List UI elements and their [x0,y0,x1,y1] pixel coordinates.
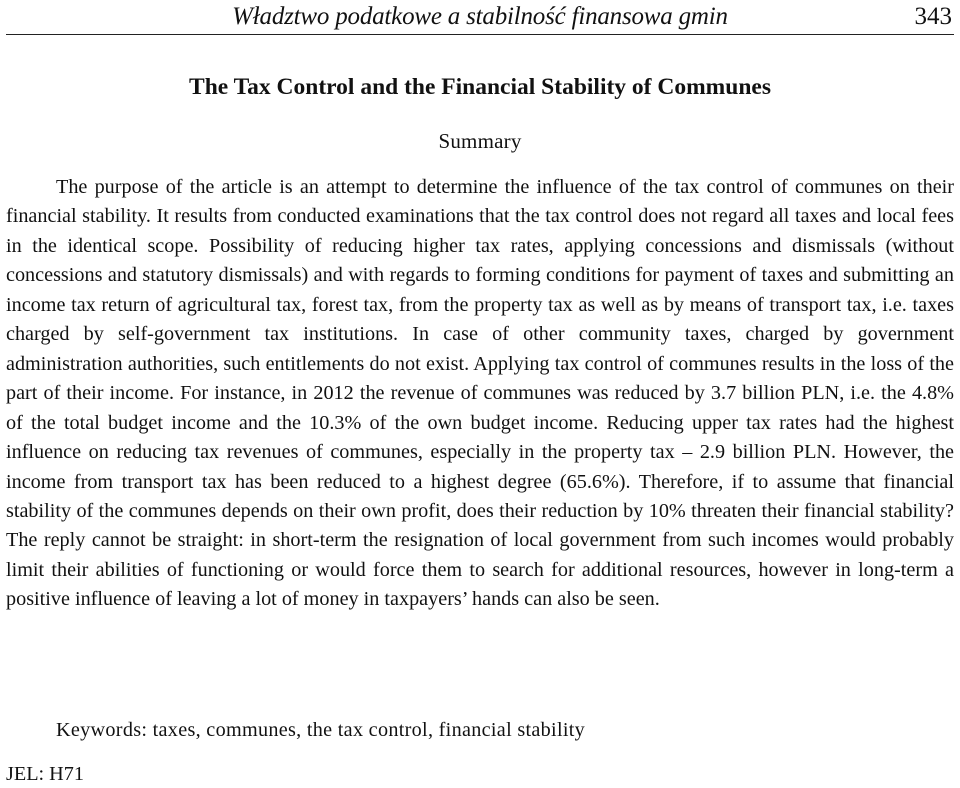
summary-paragraph: The purpose of the article is an attempt to determine the influence of the tax control of communes on their financial stability. It results from conducted examinations that the tax control does not regard all taxes and local fees in the identical scope. Possibility of reducing higher tax rates, applying concessions and dismissals (without concessions and statutory dismissals) and with regards to forming conditions for payment of taxes and submitting an income tax return of agricultural tax, forest tax, from the property tax as well as by means of transport tax, i.e. taxes charged by self-government tax institutions. In case of other community taxes, charged by government administration authorities, such entitlements do not exist. Applying tax control of communes results in the loss of the part of their income. For instance, in 2012 the revenue of communes was reduced by 3.7 billion PLN, i.e. the 4.8% of the total budget income and the 10.3% of the own budget income. Reducing upper tax rates had the highest influence on reducing tax revenues of communes, especially in the property tax – 2.9 billion PLN. However, the income from transport tax has been reduced to a highest degree (65.6%). Therefore, if to assume that financial stability of the communes depends on their own profit, does their reduction by 10% threaten their financial stability? The reply cannot be straight: in short-term the resignation of local government from such incomes would probably limit their abilities of functioning or would force them to search for additional resources, however in long-term a positive influence of leaving a lot of money in taxpayers’ hands can also be seen. [6,176,954,611]
page-number: 343 [914,3,952,30]
document-page [6,0,954,787]
journal-title: Władztwo podatkowe a stabilność finansowa gmin [232,3,728,30]
running-header [6,0,954,35]
jel-classification: JEL: H71 [6,763,84,785]
article-title: The Tax Control and the Financial Stability of Communes [189,74,771,100]
keywords-line: Keywords: taxes, communes, the tax control, financial stability [56,719,586,741]
summary-heading: Summary [438,129,522,153]
